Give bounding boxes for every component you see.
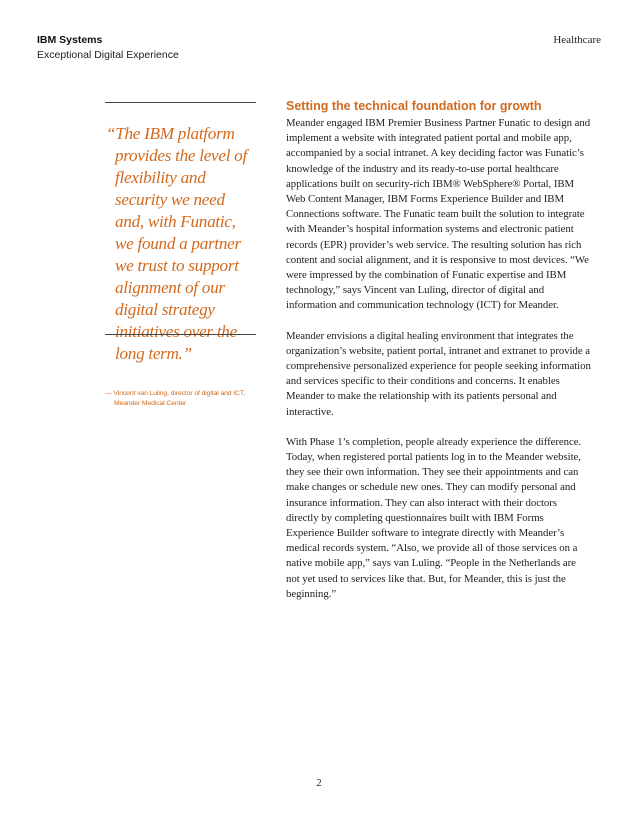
document-header — [37, 34, 179, 62]
section-heading: Setting the technical foundation for growth — [286, 99, 542, 113]
pull-quote — [105, 102, 256, 408]
quote-attribution: — Vincent van Luling, director of digital and ICT, Meander Medical Center — [105, 390, 245, 407]
body-paragraph: Meander envisions a digital healing environment that integrates the organization’s website, patient portal, intranet and extranet to provide a comprehensive personalized experience for people seeking information and services specific to their conditions and concerns. It enables Meander to make the relationship with its patients personal and interactive. — [286, 329, 591, 418]
quote-bottom-divider — [105, 334, 256, 335]
body-paragraph: With Phase 1’s completion, people already experience the difference. Today, when registered portal patients log in to the Meander website, they see their own information. They see their appointments and can make changes or schedule new ones. They can modify personal and insurance information. They can also interact with their doctors directly by completing questionnaires built with IBM Forms Experience Builder software to integrate directly with Meander’s medical records system. “Also, we provide all of those services on a native mobile app,” says van Luling. “People in the Netherlands are not yet used to services like that. But, for Meander, this is just the beginning.” — [286, 435, 582, 600]
quote-text: “The IBM platform provides the level of flexibility and security we need and, with Funatic, we found a partner we trust to support alignment of our digital strategy initiatives over the long term.” — [106, 124, 247, 363]
document-subtitle: Exceptional Digital Experience — [37, 49, 179, 61]
main-content — [286, 98, 592, 617]
brand-name: IBM Systems — [37, 34, 103, 46]
quote-top-divider — [105, 102, 256, 103]
page-number: 2 — [316, 778, 322, 789]
body-paragraph: Meander engaged IBM Premier Business Partner Funatic to design and implement a website with integrated patient portal and mobile app, accompanied by a social intranet. A key deciding factor was Funatic’s knowledge of the industry and its ready-to-use portal healthcare applications built on security-rich IBM® WebSphere® Portal, IBM Web Content Manager, IBM Forms Experience Builder and IBM Connections software. The Funatic team built the solution to integrate with Meander’s hospital information systems and electronic patient records (EPR) provider’s web service. The resulting solution has rich content and social alignment, and it is responsive to most devices. “We were impressed by the combination of Funatic expertise and IBM technology,” says Vincent van Luling, director of digital and information and communication technology (ICT) for Meander. — [286, 117, 591, 312]
category-label: Healthcare — [553, 34, 601, 46]
